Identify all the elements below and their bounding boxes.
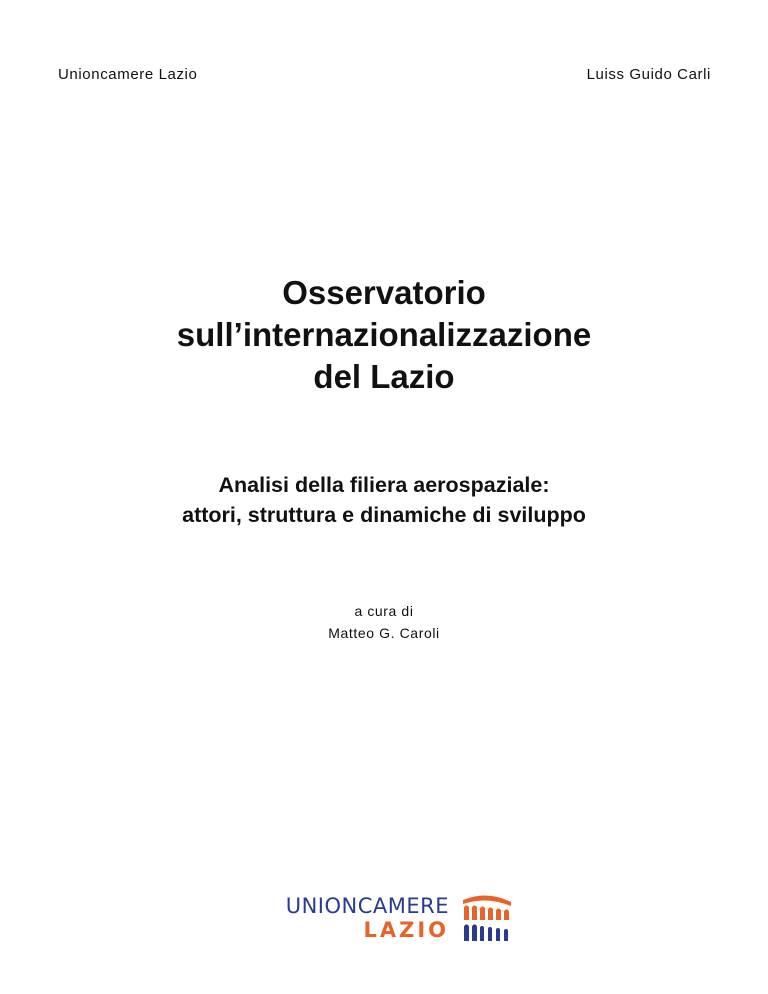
logo-text-unioncamere: UNIONCAMERE	[285, 894, 449, 918]
header-publisher-right: Luiss Guido Carli	[586, 66, 711, 83]
editor-credit	[0, 600, 768, 644]
header-publisher-left: Unioncamere Lazio	[58, 66, 198, 83]
logo-text-lazio: LAZIO	[363, 918, 449, 942]
colosseum-arches-icon	[461, 892, 513, 944]
editor-name: Matteo G. Caroli	[328, 625, 440, 641]
subtitle-line-2: attori, struttura e dinamiche di sviluppo	[182, 503, 586, 527]
editor-label: a cura di	[354, 603, 414, 619]
subtitle-line-1: Analisi della filiera aerospaziale:	[218, 473, 550, 497]
title-line-2: sull’internazionalizzazione	[176, 316, 592, 353]
unioncamere-lazio-logo	[263, 888, 513, 948]
title-line-3: del Lazio	[313, 358, 455, 395]
document-subtitle	[0, 470, 768, 530]
document-title	[0, 272, 768, 398]
title-line-1: Osservatorio	[282, 274, 486, 311]
